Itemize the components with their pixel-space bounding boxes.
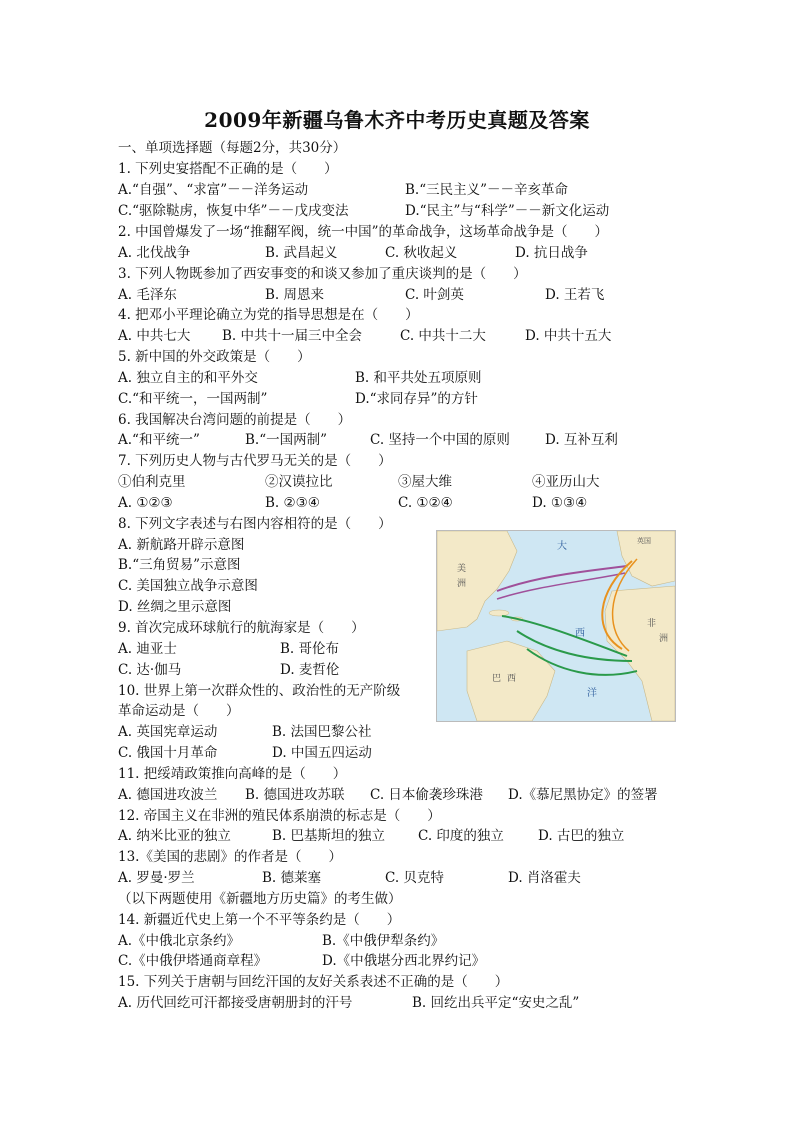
q11-option-a: A. 德国进攻波兰 [118, 787, 218, 803]
q9-stem: 9. 首次完成环球航行的航海家是（ ） [118, 620, 365, 636]
q12-option-b: B. 巴基斯坦的独立 [272, 828, 386, 844]
q8-option-b: B.“三角贸易”示意图 [118, 557, 241, 573]
q12-option-a: A. 纳米比亚的独立 [118, 828, 231, 844]
q6-option-a: A.“和平统一” [118, 432, 200, 448]
q11-option-b: B. 德国进攻苏联 [245, 787, 345, 803]
q10-stem-line2: 革命运动是（ ） [118, 703, 240, 719]
q1-option-d: D.“民主”与“科学”－－新文化运动 [405, 203, 610, 219]
q13-stem: 13.《美国的悲剧》的作者是（ ） [118, 849, 342, 865]
q7-stem: 7. 下列历史人物与古代罗马无关的是（ ） [118, 453, 392, 469]
q2-stem: 2. 中国曾爆发了一场“推翻军阀，统一中国”的革命战争，这场革命战争是（ ） [118, 224, 608, 240]
q13-option-b: B. 德莱塞 [262, 870, 322, 886]
q8-option-d: D. 丝绸之里示意图 [118, 599, 232, 615]
q2-option-d: D. 抗日战争 [515, 245, 588, 261]
q10-option-d: D. 中国五四运动 [272, 745, 372, 761]
map-label: 西 [575, 628, 585, 639]
q3-option-b: B. 周恩来 [265, 287, 325, 303]
q14-stem: 14. 新疆近代史上第一个不平等条约是（ ） [118, 912, 401, 928]
caribbean-island [489, 610, 509, 616]
triangle-trade-map [436, 530, 676, 722]
q7-option-b: B. ②③④ [265, 495, 320, 511]
q1-option-a: A.“自强”、“求富”－－洋务运动 [118, 182, 309, 198]
map-label: 西 [507, 674, 517, 684]
q6-option-d: D. 互补互利 [545, 432, 618, 448]
map-label: 非 [647, 619, 657, 629]
q7-option-d: D. ①③④ [532, 495, 588, 511]
q4-option-a: A. 中共七大 [118, 328, 191, 344]
q5-option-b: B. 和平共处五项原则 [355, 370, 482, 386]
q2-option-a: A. 北伐战争 [118, 245, 191, 261]
q11-option-c: C. 日本偷袭珍珠港 [370, 787, 483, 803]
section-heading: 一、单项选择题（每题2分，共30分） [118, 140, 347, 156]
q5-option-d: D.“求同存异”的方针 [355, 391, 478, 407]
q5-option-a: A. 独立自主的和平外交 [118, 370, 258, 386]
q5-option-c: C.“和平统一，一国两制” [118, 391, 268, 407]
q14-option-b: B.《中俄伊犁条约》 [322, 933, 445, 949]
q3-stem: 3. 下列人物既参加了西安事变的和谈又参加了重庆谈判的是（ ） [118, 266, 527, 282]
q12-stem: 12. 帝国主义在非洲的殖民体系崩溃的标志是（ ） [118, 808, 441, 824]
page-title: 2009年新疆乌鲁木齐中考历史真题及答案 [204, 108, 590, 132]
q7-item-4: ④亚历山大 [532, 474, 600, 490]
section-note: （以下两题使用《新疆地方历史篇》的考生做） [118, 891, 402, 907]
q10-option-a: A. 英国宪章运动 [118, 724, 218, 740]
q9-option-b: B. 哥伦布 [280, 641, 340, 657]
map-label: 美 [457, 564, 467, 574]
q1-option-b: B.“三民主义”－－辛亥革命 [405, 182, 569, 198]
q6-option-b: B.“一国两制” [245, 432, 328, 448]
q3-option-a: A. 毛泽东 [118, 287, 177, 303]
q4-option-d: D. 中共十五大 [525, 328, 612, 344]
q8-option-a: A. 新航路开辟示意图 [118, 537, 245, 553]
q9-option-c: C. 达·伽马 [118, 662, 182, 678]
q13-option-a: A. 罗曼·罗兰 [118, 870, 195, 886]
q6-option-c: C. 坚持一个中国的原则 [370, 432, 510, 448]
q1-stem: 1. 下列史宴搭配不正确的是（ ） [118, 161, 338, 177]
map-label: 巴 [492, 674, 502, 684]
q4-option-b: B. 中共十一届三中全会 [222, 328, 363, 344]
q10-stem-line1: 10. 世界上第一次群众性的、政治性的无产阶级 [118, 683, 401, 699]
q3-option-d: D. 王若飞 [545, 287, 605, 303]
map-illustration [437, 531, 675, 721]
q12-option-d: D. 古巴的独立 [538, 828, 625, 844]
map-label: 洲 [457, 579, 467, 589]
q14-option-a: A.《中俄北京条约》 [118, 933, 241, 949]
q4-option-c: C. 中共十二大 [400, 328, 486, 344]
map-label: 大 [557, 541, 567, 552]
map-label: 洲 [659, 634, 669, 644]
q10-option-b: B. 法国巴黎公社 [272, 724, 372, 740]
q9-option-d: D. 麦哲伦 [280, 662, 340, 678]
q15-option-b: B. 回纥出兵平定“安史之乱” [412, 995, 580, 1011]
map-label: 洋 [587, 688, 597, 699]
q4-stem: 4. 把邓小平理论确立为党的指导思想是在（ ） [118, 307, 419, 323]
q13-option-d: D. 肖洛霍夫 [508, 870, 581, 886]
q7-option-a: A. ①②③ [118, 495, 173, 511]
q2-option-c: C. 秋收起义 [385, 245, 458, 261]
q13-option-c: C. 贝克特 [385, 870, 444, 886]
q7-item-3: ③屋大维 [398, 474, 452, 490]
q3-option-c: C. 叶剑英 [405, 287, 464, 303]
q12-option-c: C. 印度的独立 [418, 828, 504, 844]
q5-stem: 5. 新中国的外交政策是（ ） [118, 349, 311, 365]
q8-stem: 8. 下列文字表述与右图内容相符的是（ ） [118, 516, 392, 532]
q8-option-c: C. 美国独立战争示意图 [118, 578, 258, 594]
q2-option-b: B. 武昌起义 [265, 245, 338, 261]
q7-item-2: ②汉谟拉比 [265, 474, 333, 490]
q9-option-a: A. 迪亚士 [118, 641, 177, 657]
q7-item-1: ①伯利克里 [118, 474, 186, 490]
q14-option-c: C.《中俄伊塔通商章程》 [118, 953, 268, 969]
q11-option-d: D.《慕尼黑协定》的签署 [508, 787, 658, 803]
q11-stem: 11. 把绥靖政策推向高峰的是（ ） [118, 766, 347, 782]
q15-option-a: A. 历代回纥可汗都接受唐朝册封的汗号 [118, 995, 353, 1011]
q15-stem: 15. 下列关于唐朝与回纥汗国的友好关系表述不正确的是（ ） [118, 974, 509, 990]
q1-option-c: C.“驱除鞑虏，恢复中华”－－戊戌变法 [118, 203, 349, 219]
q7-option-c: C. ①②④ [398, 495, 453, 511]
q6-stem: 6. 我国解决台湾问题的前提是（ ） [118, 412, 352, 428]
q14-option-d: D.《中俄堪分西北界约记》 [322, 953, 486, 969]
q10-option-c: C. 俄国十月革命 [118, 745, 218, 761]
map-label: 英国 [637, 537, 651, 545]
